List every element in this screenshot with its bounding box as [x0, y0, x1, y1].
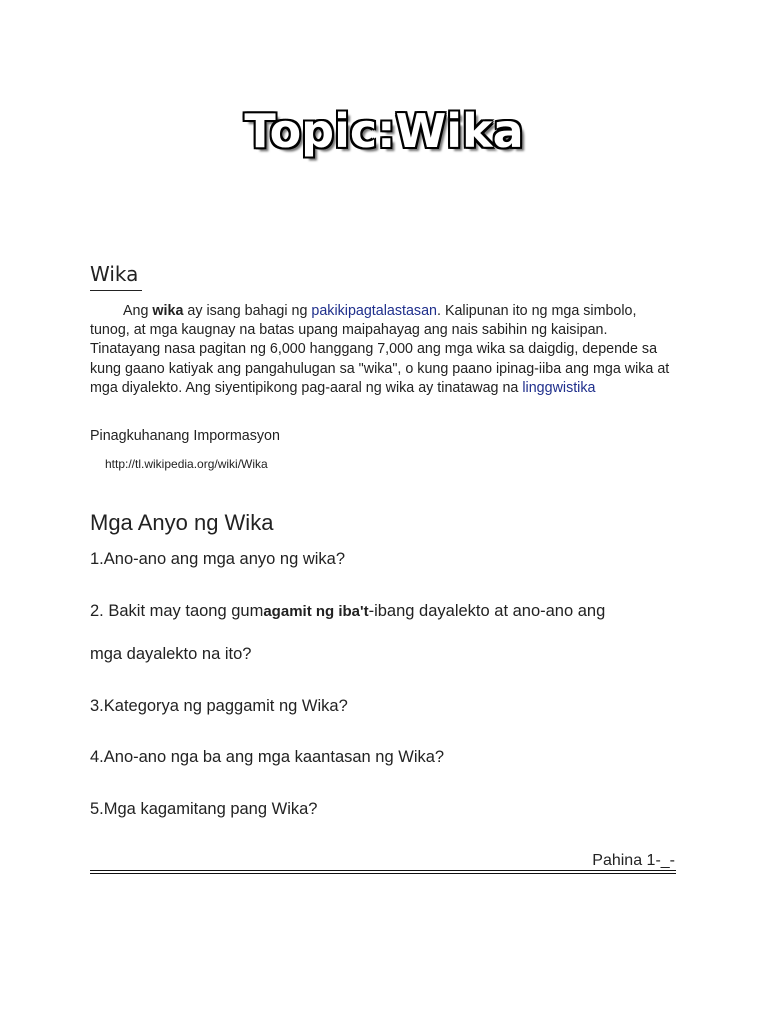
question-2-bold: agamit ng iba't — [263, 603, 369, 620]
paragraph-text-1: Ang — [123, 303, 153, 319]
paragraph-bold-word: wika — [152, 303, 184, 319]
source-label: Pinagkuhanang Impormasyon — [90, 428, 280, 444]
question-2 — [90, 602, 605, 621]
paragraph-text-3: . Kalipunan ito ng mga simbolo, tunog, at mga kaugnay na batas upang maipahayag ang nais sabihin ng kaisipan. Tinatayang nasa pagitan ng 6,000 hanggang 7,000 ang mga wika sa daigdig, depende sa kung gaano katiyak ang pangahulugan sa "wika", o kung paano ipinag-iiba ang mga wika at mga diyalekto. Ang siyentipikong pag-aaral ng wika ay tinatawag na — [90, 303, 670, 396]
question-1: 1.Ano-ano ang mga anyo ng wika? — [90, 550, 346, 568]
footer-page-number: Pahina 1-_- — [592, 852, 675, 869]
link-pakikipagtalastasan[interactable]: pakikipagtalastasan — [311, 303, 437, 319]
paragraph-text-2: ay isang bahagi ng — [183, 303, 312, 319]
page-title: Topic:Wika — [244, 104, 524, 158]
question-2-text-a: 2. Bakit may taong gum — [90, 602, 264, 620]
question-2-continuation: mga dayalekto na ito? — [90, 645, 252, 663]
section-heading-underline — [90, 290, 142, 291]
source-url: http://tl.wikipedia.org/wiki/Wika — [105, 457, 268, 471]
footer-rule — [90, 870, 676, 871]
section-heading-wika: Wika — [90, 262, 139, 286]
link-linggwistika[interactable]: linggwistika — [522, 379, 596, 396]
question-4: 4.Ano-ano nga ba ang mga kaantasan ng Wika? — [90, 748, 445, 766]
question-5: 5.Mga kagamitang pang Wika? — [90, 800, 318, 818]
question-3: 3.Kategorya ng paggamit ng Wika? — [90, 697, 348, 715]
forms-heading: Mga Anyo ng Wika — [90, 510, 274, 535]
footer-rule-double — [90, 873, 676, 874]
intro-paragraph — [90, 302, 680, 398]
question-2-text-b: -ibang dayalekto at ano-ano ang — [368, 602, 606, 620]
